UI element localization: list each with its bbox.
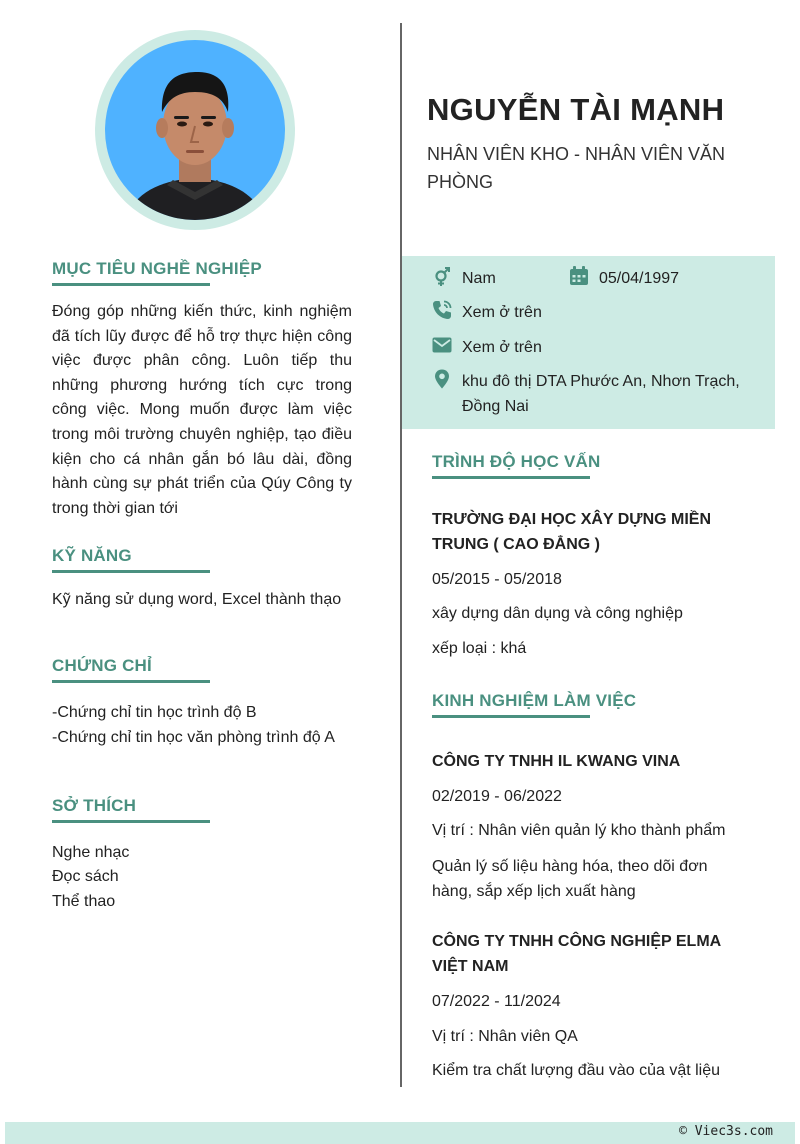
column-divider (400, 23, 402, 1087)
certificate-item: -Chứng chỉ tin học văn phòng trình độ A (52, 729, 335, 746)
job-period: 07/2022 - 11/2024 (432, 993, 561, 1010)
education-title: TRÌNH ĐỘ HỌC VẤN (432, 452, 601, 471)
job-company: CÔNG TY TNHH IL KWANG VINA (432, 753, 681, 770)
hobbies-underline (52, 820, 210, 823)
job-title: NHÂN VIÊN KHO - NHÂN VIÊN VĂN PHÒNG (427, 144, 726, 192)
hobbies-title: SỞ THÍCH (52, 796, 137, 815)
job-company: CÔNG TY TNHH CÔNG NGHIỆP ELMA VIỆT NAM (432, 933, 721, 975)
candidate-name: NGUYỄN TÀI MẠNH (427, 92, 725, 127)
certificates-title: CHỨNG CHỈ (52, 656, 152, 675)
hobby-item: Đọc sách (52, 868, 119, 885)
hobby-item: Thể thao (52, 893, 116, 910)
education-major: xây dựng dân dụng và công nghiệp (432, 605, 683, 622)
email-icon (432, 335, 452, 355)
calendar-icon (569, 266, 589, 286)
location-icon (432, 369, 452, 389)
job-position: Vị trí : Nhân viên quản lý kho thành phẩm (432, 822, 726, 839)
email-value: Xem ở trên (462, 339, 542, 356)
phone-icon (432, 300, 452, 320)
skills-underline (52, 570, 210, 573)
skills-text: Kỹ năng sử dụng word, Excel thành thạo (52, 591, 342, 608)
job-position: Vị trí : Nhân viên QA (432, 1028, 578, 1045)
avatar (105, 40, 285, 220)
person-photo (105, 40, 285, 220)
job-description: Quản lý số liệu hàng hóa, theo dõi đơn hàng, sắp xếp lịch xuất hàng (432, 858, 708, 900)
certificate-item: -Chứng chỉ tin học trình độ B (52, 704, 257, 721)
certificates-underline (52, 680, 210, 683)
objective-underline (52, 283, 210, 286)
footer-bar (5, 1122, 795, 1144)
hobby-item: Nghe nhạc (52, 844, 130, 861)
experience-underline (432, 715, 590, 718)
education-grade: xếp loại : khá (432, 640, 527, 657)
job-description: Kiểm tra chất lượng đầu vào của vật liệu (432, 1062, 721, 1079)
avatar-ring (95, 30, 295, 230)
copyright-text: © Viec3s.com (679, 1124, 773, 1139)
education-school: TRƯỜNG ĐẠI HỌC XÂY DỰNG MIỀN TRUNG ( CAO ĐẲNG ) (432, 511, 712, 553)
skills-title: KỸ NĂNG (52, 546, 132, 565)
education-period: 05/2015 - 05/2018 (432, 571, 562, 588)
gender-value: Nam (462, 270, 496, 287)
education-underline (432, 476, 590, 479)
objective-title: MỤC TIÊU NGHỀ NGHIỆP (52, 259, 262, 278)
gender-icon (432, 267, 452, 287)
job-period: 02/2019 - 06/2022 (432, 788, 562, 805)
birthday-value: 05/04/1997 (599, 270, 680, 287)
address-value: khu đô thị DTA Phước An, Nhơn Trạch, Đồng Nai (462, 373, 740, 415)
objective-text: Đóng góp những kiến thức, kinh nghiệm đã tích lũy được để hỗ trợ thực hiện công việc được phân công. Luôn tiếp thu những phương hướng tích cực trong công việc. Mong muốn được làm việc trong môi trường chuyên nghiệp, tạo điều kiện cho cá nhân gắn bó lâu dài, đồng hành cùng sự phát triển của Qúy Công ty trong thời gian tới (52, 303, 352, 517)
experience-title: KINH NGHIỆM LÀM VIỆC (432, 691, 637, 710)
phone-value: Xem ở trên (462, 304, 542, 321)
